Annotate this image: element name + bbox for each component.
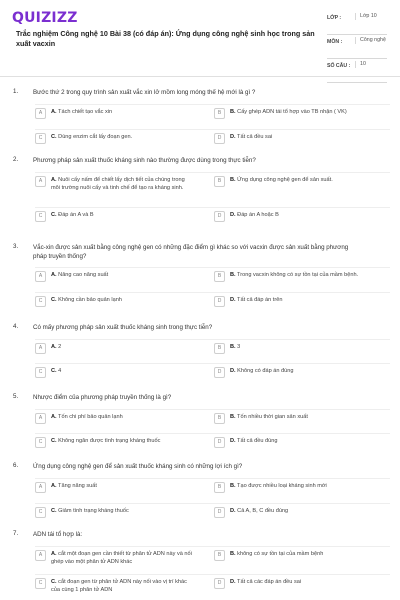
meta-row-subject	[327, 37, 387, 59]
quizizz-logo: QUIZIZZ	[12, 10, 78, 26]
meta-table	[327, 13, 387, 85]
answer-option-d[interactable]	[214, 211, 384, 222]
answer-option-a[interactable]	[35, 271, 195, 282]
option-label: Trong vacxin không có sự tồn tại của mầm bệnh.	[237, 272, 359, 278]
answer-option-c[interactable]	[35, 367, 195, 378]
option-key: A.	[51, 414, 57, 420]
answer-option-b[interactable]	[214, 550, 384, 561]
answer-option-b[interactable]	[214, 413, 384, 424]
option-key: C.	[51, 212, 57, 218]
option-letter-box: B	[214, 343, 225, 354]
option-separator	[35, 292, 390, 293]
option-text	[51, 550, 195, 566]
option-text	[230, 108, 347, 117]
question-text: Vắc-xin được sản xuất bằng công nghệ gen có những đặc điểm gì khác so với vacxin được sản xuất bằng phương pháp truyền thống?	[33, 244, 349, 260]
option-letter-box: B	[214, 271, 225, 282]
meta-value: Công nghệ	[355, 37, 387, 44]
option-label: Tăng năng suất	[58, 483, 97, 489]
option-label: Tất cả đều sai	[237, 134, 273, 140]
meta-value: Lớp 10	[355, 13, 387, 20]
option-letter-box: D	[214, 437, 225, 448]
option-text	[51, 108, 112, 117]
option-label: 3	[237, 344, 241, 350]
option-separator	[35, 207, 390, 208]
option-letter-box: C	[35, 437, 46, 448]
option-letter-box: B	[214, 176, 225, 187]
option-letter-box: D	[214, 296, 225, 307]
option-label: Nâng cao năng suất	[58, 272, 109, 278]
option-key: C.	[51, 368, 57, 374]
meta-label: MÔN :	[327, 39, 343, 45]
question-text: Nhược điểm của phương pháp truyền thống là gì?	[33, 394, 172, 401]
answer-option-a[interactable]	[35, 343, 195, 354]
option-key: A.	[51, 551, 57, 557]
option-key: D.	[230, 297, 236, 303]
question-number: 1.	[13, 88, 19, 95]
option-text	[51, 507, 129, 516]
option-separator	[35, 267, 390, 268]
option-letter-box: A	[35, 343, 46, 354]
option-letter-box: B	[214, 108, 225, 119]
option-text	[51, 413, 123, 422]
question-text: ADN tái tổ hợp là:	[33, 531, 83, 538]
option-text	[230, 176, 333, 185]
option-text	[51, 133, 132, 142]
answer-option-b[interactable]	[214, 108, 384, 119]
option-text	[230, 271, 358, 280]
meta-row-class	[327, 13, 387, 35]
option-text	[230, 507, 288, 516]
answer-option-b[interactable]	[214, 176, 384, 187]
option-label: 4	[58, 368, 62, 374]
meta-label: LỚP :	[327, 15, 342, 21]
header-divider	[0, 76, 400, 77]
option-letter-box: A	[35, 108, 46, 119]
option-key: D.	[230, 438, 236, 444]
option-letter-box: A	[35, 271, 46, 282]
option-label: Đáp án A hoặc B	[237, 212, 279, 218]
option-label: Không cần bảo quản lạnh	[58, 297, 122, 303]
answer-option-a[interactable]	[35, 550, 195, 566]
option-separator	[35, 129, 390, 130]
option-key: D.	[230, 579, 236, 585]
option-text	[230, 296, 282, 305]
option-key: A.	[51, 272, 57, 278]
option-letter-box: A	[35, 176, 46, 187]
option-key: C.	[51, 134, 57, 140]
answer-option-c[interactable]	[35, 507, 195, 518]
option-key: B.	[230, 414, 236, 420]
question-number: 4.	[13, 323, 19, 330]
option-letter-box: A	[35, 550, 46, 561]
option-separator	[35, 574, 390, 575]
option-text	[230, 211, 279, 220]
option-label: Cấy ghép ADN tái tổ hợp vào TB nhận ( VK)	[237, 109, 347, 115]
option-key: B.	[230, 483, 236, 489]
option-letter-box: D	[214, 578, 225, 589]
option-key: C.	[51, 579, 57, 585]
option-label: Tốn nhiều thời gian sản xuất	[237, 414, 308, 420]
option-text	[51, 437, 160, 446]
option-separator	[35, 104, 390, 105]
answer-option-b[interactable]	[214, 271, 384, 282]
option-label: 2	[58, 344, 62, 350]
question-number: 5.	[13, 393, 19, 400]
option-label: Cả A, B, C đều đúng	[237, 508, 289, 514]
option-letter-box: D	[214, 133, 225, 144]
option-key: C.	[51, 438, 57, 444]
option-key: A.	[51, 109, 57, 115]
option-separator	[35, 409, 390, 410]
option-separator	[35, 363, 390, 364]
question-text: Phương pháp sản xuất thuốc kháng sinh nào thường được dùng trong thực tiễn?	[33, 157, 256, 164]
answer-option-c[interactable]	[35, 578, 195, 594]
answer-option-c[interactable]	[35, 437, 195, 448]
option-text	[230, 550, 323, 559]
answer-option-c[interactable]	[35, 296, 195, 307]
option-key: B.	[230, 272, 236, 278]
question-number: 7.	[13, 530, 19, 537]
option-separator	[35, 478, 390, 479]
answer-option-a[interactable]	[35, 482, 195, 493]
option-label: cắt một đoạn gen cần thiết từ phân tử ADN này và nối ghép vào một phân tử ADN khác	[51, 551, 192, 565]
option-letter-box: D	[214, 211, 225, 222]
option-letter-box: C	[35, 578, 46, 589]
option-separator	[35, 546, 390, 547]
option-text	[230, 578, 301, 587]
option-text	[230, 343, 240, 352]
option-separator	[35, 339, 390, 340]
option-letter-box: C	[35, 296, 46, 307]
option-label: Không có đáp án đúng	[237, 368, 294, 374]
question-number: 2.	[13, 156, 19, 163]
option-label: Ứng dụng công nghệ gen để sản xuất.	[237, 177, 333, 183]
option-text	[230, 482, 327, 491]
option-key: D.	[230, 368, 236, 374]
option-text	[230, 437, 277, 446]
option-key: A.	[51, 177, 57, 183]
option-label: Không ngăn được tình trạng kháng thuốc	[58, 438, 161, 444]
option-letter-box: A	[35, 413, 46, 424]
option-separator	[35, 172, 390, 173]
option-key: B.	[230, 109, 236, 115]
option-label: Dùng enzim cắt lấy đoạn gen.	[58, 134, 133, 140]
option-letter-box: C	[35, 367, 46, 378]
answer-option-c[interactable]	[35, 211, 195, 222]
answer-option-d[interactable]	[214, 133, 384, 144]
answer-option-b[interactable]	[214, 343, 384, 354]
option-letter-box: C	[35, 211, 46, 222]
option-label: Tất cả các đáp án đều sai	[237, 579, 302, 585]
question-text: Có mấy phương pháp sản xuất thuốc kháng sinh trong thực tiễn?	[33, 324, 213, 331]
option-key: D.	[230, 212, 236, 218]
option-text	[51, 271, 108, 280]
answer-option-d[interactable]	[214, 296, 384, 307]
answer-option-d[interactable]	[214, 507, 384, 518]
answer-option-a[interactable]	[35, 176, 195, 192]
option-text	[51, 578, 195, 594]
option-separator	[35, 433, 390, 434]
question-text: Ứng dụng công nghệ gen để sản xuất thuốc kháng sinh có những lợi ích gì?	[33, 463, 243, 470]
option-key: D.	[230, 508, 236, 514]
option-text	[51, 296, 122, 305]
option-letter-box: B	[214, 550, 225, 561]
answer-option-d[interactable]	[214, 578, 384, 589]
option-text	[51, 367, 61, 376]
meta-row-count	[327, 61, 387, 83]
option-label: không có sự tồn tại của mầm bệnh	[237, 551, 324, 557]
option-label: Tất cả đều đúng	[237, 438, 278, 444]
option-text	[230, 367, 293, 376]
option-text	[230, 413, 308, 422]
option-label: Tất cả đáp án trên	[237, 297, 283, 303]
option-key: C.	[51, 297, 57, 303]
option-letter-box: D	[214, 507, 225, 518]
question-number: 3.	[13, 243, 19, 250]
answer-option-a[interactable]	[35, 108, 195, 119]
answer-option-c[interactable]	[35, 133, 195, 144]
option-text	[51, 211, 94, 220]
option-label: Tách chiết tạo vắc xin	[58, 109, 113, 115]
option-separator	[35, 503, 390, 504]
option-letter-box: B	[214, 413, 225, 424]
answer-option-d[interactable]	[214, 437, 384, 448]
option-key: B.	[230, 344, 236, 350]
option-label: cắt đoạn gen từ phân tử ADN này nối vào vị trí khác của cùng 1 phân tử ADN	[51, 579, 187, 593]
option-text	[51, 176, 195, 192]
question-number: 6.	[13, 462, 19, 469]
option-letter-box: B	[214, 482, 225, 493]
worksheet-title: Trắc nghiệm Công nghệ 10 Bài 38 (có đáp án): Ứng dụng công nghệ sinh học trong sản xuất vacxin	[16, 29, 315, 48]
option-key: A.	[51, 344, 57, 350]
option-letter-box: C	[35, 133, 46, 144]
option-text	[51, 482, 97, 491]
option-label: Nuôi cấy nấm để chiết lấy dịch tiết của chúng trong môi trường nuôi cấy và tinh chế để tạo ra kháng sinh.	[51, 177, 185, 191]
option-letter-box: C	[35, 507, 46, 518]
option-label: Đáp án A và B	[58, 212, 94, 218]
option-label: Tạo được nhiều loại kháng sinh mới	[237, 483, 327, 489]
option-key: D.	[230, 134, 236, 140]
worksheet-header	[0, 0, 400, 69]
option-letter-box: A	[35, 482, 46, 493]
answer-option-d[interactable]	[214, 367, 384, 378]
option-label: Tốn chi phí bảo quản lạnh	[58, 414, 123, 420]
question-text: Bước thứ 2 trong quy trình sản xuất vắc xin lở mồm long móng thế hệ mới là gì ?	[33, 89, 256, 96]
option-key: A.	[51, 483, 57, 489]
option-key: B.	[230, 177, 236, 183]
option-text	[230, 133, 272, 142]
meta-value: 10	[355, 61, 387, 68]
option-text	[51, 343, 61, 352]
option-key: C.	[51, 508, 57, 514]
option-key: B.	[230, 551, 236, 557]
answer-option-b[interactable]	[214, 482, 384, 493]
answer-option-a[interactable]	[35, 413, 195, 424]
option-letter-box: D	[214, 367, 225, 378]
meta-label: SỐ CÂU :	[327, 63, 351, 69]
option-label: Giảm tình trạng kháng thuốc	[58, 508, 129, 514]
